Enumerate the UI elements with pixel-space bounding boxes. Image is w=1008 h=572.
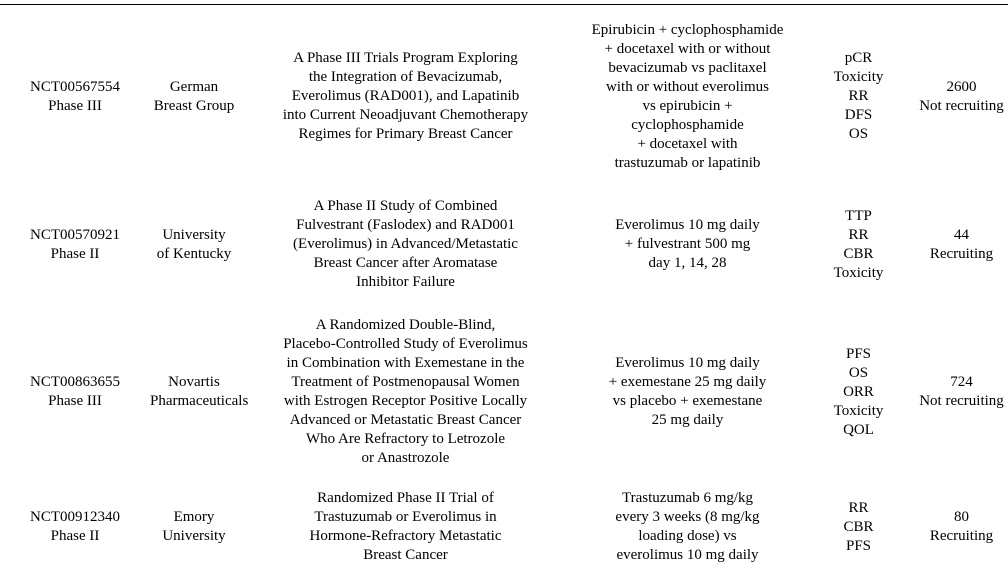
- arms-line: + fulvestrant 500 mg: [624, 236, 751, 252]
- sponsor-cell: [150, 302, 249, 482]
- table-top-rule: [0, 4, 1008, 5]
- clinical-trials-table: [0, 6, 1008, 572]
- title-line: Trastuzumab or Everolimus in: [314, 509, 497, 525]
- sponsor-line: Novartis: [168, 374, 220, 390]
- title-line: Fulvestrant (Faslodex) and RAD001: [296, 217, 515, 233]
- sponsor-cell: [150, 482, 238, 572]
- endpoint: DFS: [844, 107, 873, 123]
- endpoint: RR: [848, 499, 869, 516]
- title-line: Randomized Phase II Trial of: [317, 490, 494, 506]
- arms-line: trastuzumab or lapatinib: [614, 154, 761, 171]
- arms-cell: [573, 187, 802, 302]
- arms-line: everolimus 10 mg daily: [616, 547, 759, 563]
- trial-id-cell: [0, 6, 150, 187]
- arms-line: bevacizumab vs paclitaxel: [608, 59, 767, 76]
- endpoint: ORR: [843, 383, 874, 400]
- endpoint: PFS: [845, 537, 872, 554]
- title-line: or Anastrozole: [361, 450, 450, 466]
- arms-line: + docetaxel with: [637, 135, 738, 152]
- arms-line: cyclophosphamide: [631, 116, 744, 133]
- title-line: in Combination with Exemestane in the: [286, 355, 525, 371]
- title-line: Placebo-Controlled Study of Everolimus: [283, 336, 528, 352]
- recruitment-status: Not recruiting: [919, 393, 1004, 409]
- arms-line: with or without everolimus: [606, 78, 769, 95]
- arms-line: Everolimus 10 mg daily: [615, 355, 760, 371]
- endpoint: PFS: [845, 345, 872, 362]
- enrollment-count: 2600: [946, 78, 977, 95]
- endpoints-cell: [802, 302, 915, 482]
- title-line: A Phase II Study of Combined: [313, 198, 498, 214]
- trial-phase: Phase II: [50, 528, 100, 544]
- endpoint: TTP: [845, 207, 872, 224]
- title-line: Breast Cancer: [363, 547, 448, 563]
- recruitment-status: Recruiting: [929, 528, 994, 544]
- title-line: with Estrogen Receptor Positive Locally: [283, 393, 528, 409]
- endpoints-cell: [802, 6, 915, 187]
- arms-cell: [573, 6, 802, 187]
- endpoint: OS: [848, 364, 869, 381]
- trial-id-cell: [0, 302, 150, 482]
- endpoint: CBR: [843, 518, 874, 535]
- trial-id: NCT00863655: [30, 374, 120, 390]
- trial-id: NCT00567554: [30, 78, 120, 95]
- trial-id: NCT00570921: [30, 226, 120, 243]
- title-cell: [238, 187, 573, 302]
- recruitment-status: Recruiting: [929, 245, 994, 262]
- trial-id-cell: [0, 187, 150, 302]
- endpoint: OS: [848, 126, 869, 142]
- title-cell: [238, 302, 573, 482]
- table-row: [0, 6, 1008, 187]
- endpoint: pCR: [844, 50, 873, 66]
- title-line: A Randomized Double-Blind,: [315, 317, 496, 333]
- endpoints-cell: [802, 482, 915, 572]
- enrollment-count: 80: [954, 509, 969, 525]
- title-cell: [238, 482, 573, 572]
- title-line: Inhibitor Failure: [356, 274, 455, 290]
- enrollment-cell: [915, 482, 1008, 572]
- title-line: Treatment of Postmenopausal Women: [291, 374, 520, 390]
- title-line: A Phase III Trials Program Exploring: [293, 50, 518, 66]
- trial-phase: Phase II: [50, 245, 100, 262]
- endpoint: QOL: [843, 421, 874, 438]
- endpoint: Toxicity: [833, 402, 884, 419]
- table-row: [0, 482, 1008, 572]
- title-line: Breast Cancer after Aromatase: [313, 255, 498, 271]
- enrollment-count: 44: [954, 226, 969, 243]
- arms-line: Trastuzumab 6 mg/kg: [621, 490, 754, 506]
- arms-line: Epirubicin + cyclophosphamide: [591, 21, 784, 38]
- sponsor-line: Breast Group: [153, 97, 235, 114]
- enrollment-cell: [915, 6, 1008, 187]
- sponsor-line: Pharmaceuticals: [150, 393, 249, 409]
- sponsor-line: University: [162, 226, 226, 243]
- enrollment-count: 724: [950, 374, 973, 390]
- enrollment-cell: [915, 302, 1008, 482]
- sponsor-cell: [150, 187, 238, 302]
- endpoint: Toxicity: [833, 69, 884, 85]
- title-line: into Current Neoadjuvant Chemotherapy: [282, 107, 529, 123]
- trial-id-cell: [0, 482, 150, 572]
- enrollment-cell: [915, 187, 1008, 302]
- sponsor-line: of Kentucky: [156, 245, 232, 262]
- recruitment-status: Not recruiting: [919, 97, 1004, 114]
- arms-line: Everolimus 10 mg daily: [615, 217, 760, 233]
- endpoints-cell: [802, 187, 915, 302]
- table-row: [0, 302, 1008, 482]
- title-cell: [238, 6, 573, 187]
- trial-phase: Phase III: [48, 393, 102, 409]
- arms-line: + exemestane 25 mg daily: [608, 374, 767, 390]
- title-line: Everolimus (RAD001), and Lapatinib: [291, 88, 520, 104]
- arms-line: + docetaxel with or without: [604, 40, 771, 57]
- title-line: Regimes for Primary Breast Cancer: [298, 126, 513, 142]
- arms-line: 25 mg daily: [651, 412, 724, 428]
- arms-line: vs placebo + exemestane: [612, 393, 763, 409]
- sponsor-line: University: [162, 528, 226, 544]
- sponsor-line: Emory: [173, 509, 215, 525]
- title-line: Who Are Refractory to Letrozole: [305, 431, 506, 447]
- arms-line: vs epirubicin +: [642, 97, 733, 114]
- arms-cell: [573, 482, 802, 572]
- arms-line: every 3 weeks (8 mg/kg: [615, 509, 760, 525]
- sponsor-cell: [150, 6, 238, 187]
- title-line: Hormone-Refractory Metastatic: [309, 528, 502, 544]
- table-row: [0, 187, 1008, 302]
- title-line: (Everolimus) in Advanced/Metastatic: [293, 236, 518, 252]
- trial-phase: Phase III: [48, 97, 102, 114]
- endpoint: RR: [848, 226, 869, 243]
- arms-line: loading dose) vs: [638, 528, 737, 544]
- arms-cell: [573, 302, 802, 482]
- endpoint: RR: [848, 88, 869, 104]
- sponsor-line: German: [169, 78, 219, 95]
- title-line: Advanced or Metastatic Breast Cancer: [289, 412, 522, 428]
- trial-id: NCT00912340: [30, 509, 120, 525]
- endpoint: CBR: [843, 245, 874, 262]
- arms-line: day 1, 14, 28: [648, 255, 727, 271]
- title-line: the Integration of Bevacizumab,: [308, 69, 503, 85]
- endpoint: Toxicity: [833, 264, 884, 281]
